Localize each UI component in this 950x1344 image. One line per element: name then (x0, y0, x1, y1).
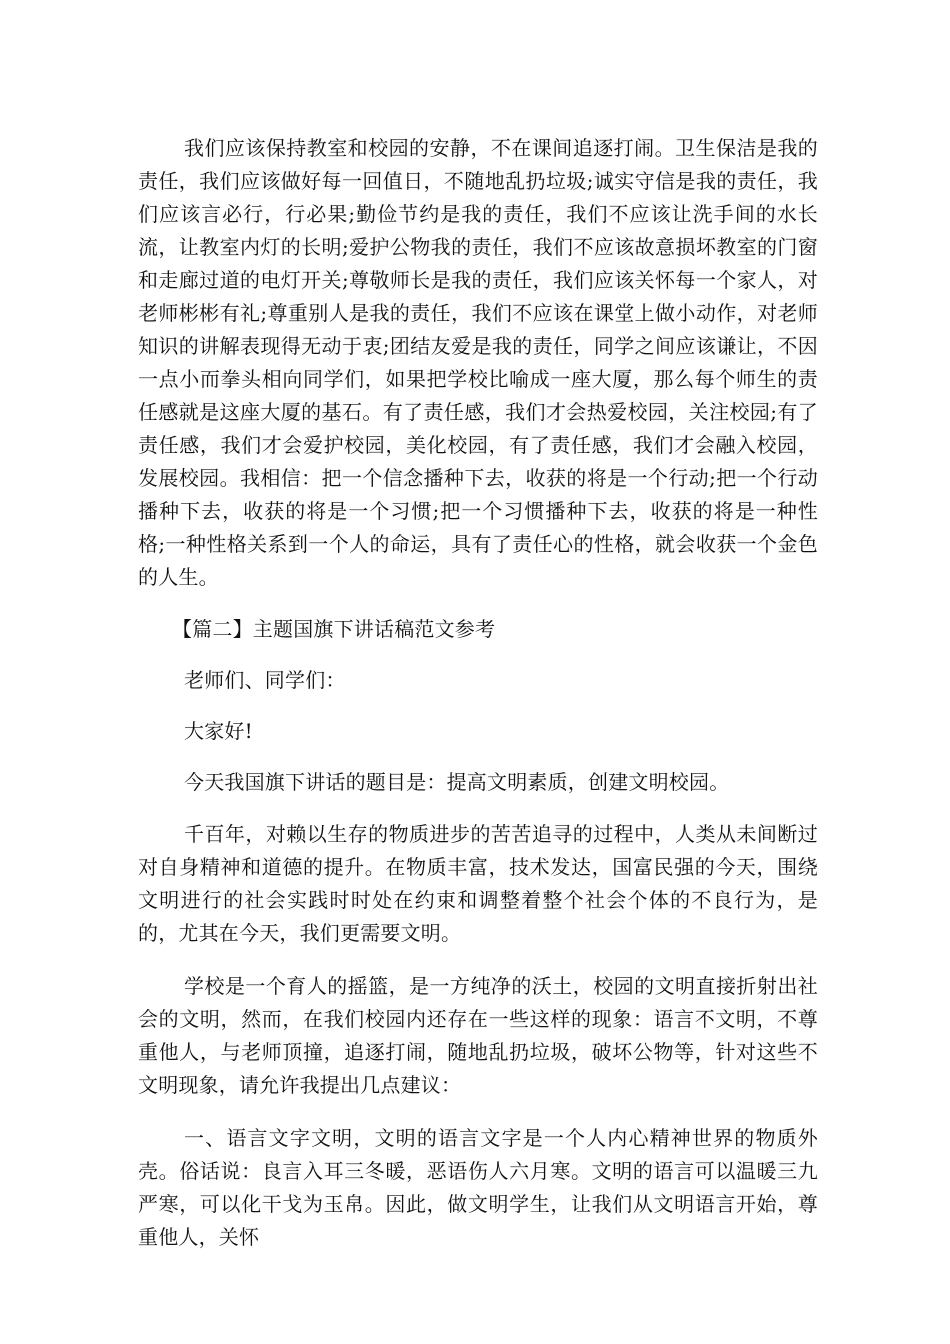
section-heading: 【篇二】主题国旗下讲话稿范文参考 (172, 617, 496, 641)
paragraph-responsibility: 我们应该保持教室和校园的安静，不在课间追逐打闹。卫生保洁是我的责任，我们应该做好每一回值日，不随地乱扔垃圾;诚实守信是我的责任，我们应该言必行，行必果;勤俭节约是我的责任，我们不应该让洗手间的水长流，让教室内灯的长明;爱护公物我的责任，我们不应该故意损坏教室的门窗和走廊过道的电灯开关;尊敬师长是我的责任，我们应该关怀每一个家人，对老师彬彬有礼;尊重别人是我的责任，我们不应该在课堂上做小动作，对老师知识的讲解表现得无动于衷;团结友爱是我的责任，同学之间应该谦让，不因一点小而拳头相向同学们，如果把学校比喻成一座大厦，那么每个师生的责任感就是这座大厦的基石。有了责任感，我们才会热爱校园，关注校园;有了责任感，我们才会爱护校园，美化校园，有了责任感，我们才会融入校园，发展校园。我相信：把一个信念播种下去，收获的将是一个行动;把一个行动播种下去，收获的将是一个习惯;把一个习惯播种下去，收获的将是一种性格;一种性格关系到一个人的命运，具有了责任心的性格，就会收获一个金色的人生。 (138, 136, 818, 589)
speech-topic: 今天我国旗下讲话的题目是：提高文明素质，创建文明校园。 (184, 770, 730, 794)
paragraph-school: 学校是一个育人的摇篮，是一方纯净的沃土，校园的文明直接折射出社会的文明，然而，在我们校园内还存在一些这样的现象：语言不文明，不尊重他人，与老师顶撞，追逐打闹，随地乱扔垃圾，破坏公物等，针对这些不文明现象，请允许我提出几点建议： (138, 974, 818, 1097)
salutation: 老师们、同学们： (184, 668, 346, 692)
paragraph-suggestion-one: 一、语言文字文明，文明的语言文字是一个人内心精神世界的物质外壳。俗话说：良言入耳三冬暖，恶语伤人六月寒。文明的语言可以温暖三九严寒，可以化干戈为玉帛。因此，做文明学生，让我们从文明语言开始，尊重他人，关怀 (138, 1126, 818, 1249)
greeting: 大家好! (184, 719, 253, 743)
document-body (138, 132, 818, 1254)
paragraph-civilization: 千百年，对赖以生存的物质进步的苦苦追寻的过程中，人类从未间断过对自身精神和道德的提升。在物质丰富，技术发达，国富民强的今天，围绕文明进行的社会实践时时处在约束和调整着整个社会个体的不良行为，是的，尤其在今天，我们更需要文明。 (138, 822, 818, 945)
